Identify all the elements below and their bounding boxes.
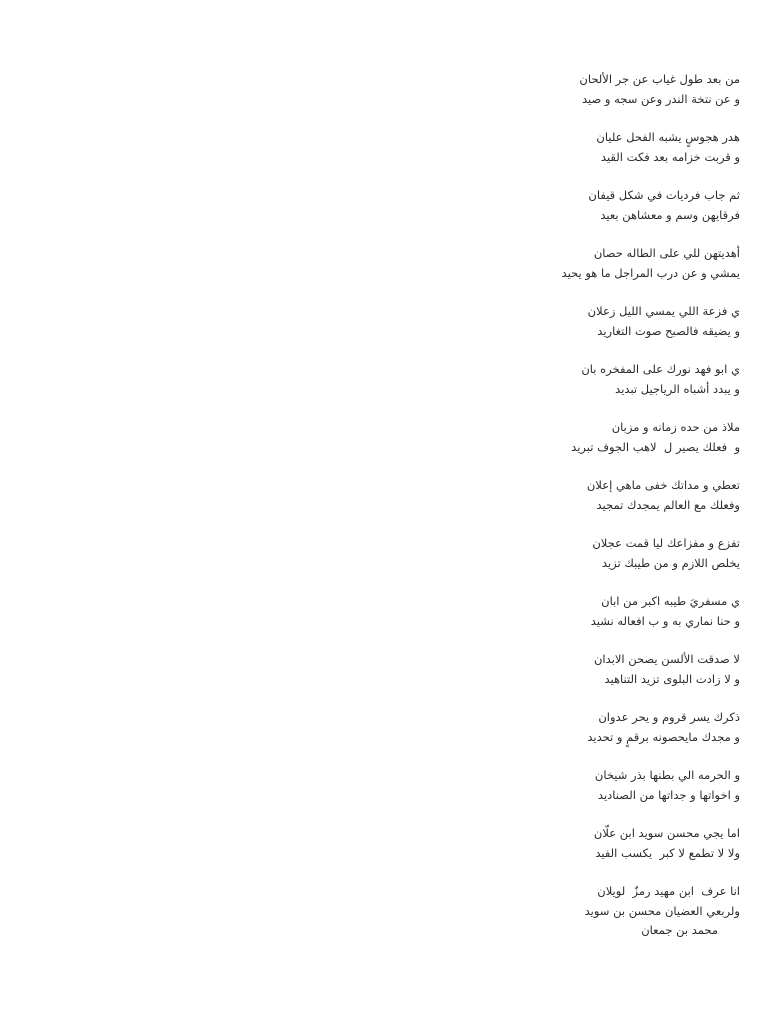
stanza: [140, 708, 740, 747]
verse-line: فرقايهن وسم و معشاهن بعيد: [600, 207, 740, 222]
verse-line: و قربت خزامه بعد فكت القيد: [600, 149, 740, 164]
stanza: [140, 244, 740, 283]
author-signature: محمد بن جمعان: [641, 923, 718, 937]
verse-line: تفزع و مفزاعك ليا قمت عجلان: [592, 536, 740, 550]
stanza: [140, 476, 740, 515]
stanza: [140, 766, 740, 805]
verse-line: ثم جاب فرديات في شكل قيفان: [588, 188, 740, 202]
verse-line: من بعد طول غياب عن جر الألحان: [579, 72, 740, 86]
verse-line: ولا لا تطمع لا كبر يكسب الفيد: [595, 845, 740, 860]
verse-line: و اخواتها و جداتها من الصناديد: [597, 787, 740, 802]
stanza: [140, 650, 740, 689]
verse-line: لا صدقت الألسن يصحن الابدان: [593, 652, 740, 666]
verse-line: يخلص اللازم و من طيبك تزيد: [601, 555, 740, 570]
stanza: [140, 534, 740, 573]
verse-line: ي فزعة اللي يمسي الليل زعلان: [587, 304, 740, 318]
verse-line: و لا زادت البلوى تزيد التناهيد: [604, 671, 740, 686]
verse-line: يمشي و عن درب المراجل ما هو يحيد: [561, 265, 740, 280]
verse-line: و عن نتخة الندر وعن سجه و صيد: [582, 91, 740, 106]
verse-line: و مجدك مايحصونه برقمٍ و تحديد: [587, 729, 740, 744]
verse-line: ي مسفريَ طيبه اكبر من ابان: [601, 594, 740, 608]
verse-line: و يضيقه فالصبح صوت التغاريد: [597, 323, 740, 338]
verse-line: و فعلك يصير ل لاهب الجوف تبريد: [571, 439, 740, 454]
verse-line: و الحرمه الي بطنها بذر شيخان: [594, 768, 740, 782]
stanza: [140, 302, 740, 341]
verse-line: وفعلك مع العالم يمجدك تمجيد: [596, 497, 740, 512]
stanza: [140, 592, 740, 631]
verse-line: أهديتهن للي على الطاله حصان: [593, 246, 740, 260]
verse-line: هدر هجوسٍ يشبه الفحل عليان: [596, 130, 740, 144]
verse-line: ذكرك يسر قروم و يحر عدوان: [598, 710, 740, 724]
verse-line: تعطي و مداتك خفى ماهي إعلان: [586, 478, 740, 492]
verse-line: و حنا نماري به و ب افعاله نشيد: [590, 613, 740, 628]
verse-line: اما يجي محسن سويد ابن علّان: [593, 826, 740, 840]
stanza: [140, 882, 740, 941]
stanza: [140, 418, 740, 457]
verse-line: ولربعي العضيان محسن بن سويد: [584, 903, 740, 918]
verse-line: و يبدد أشباه الرياجيل تبديد: [615, 381, 740, 396]
stanza: [140, 70, 740, 109]
poem-document: [140, 70, 740, 941]
stanza: [140, 186, 740, 225]
verse-line: انا عرف ابن مهيد رمزٌ لويلان: [597, 884, 740, 898]
stanza: [140, 824, 740, 863]
verse-line: ي ابو فهد نورك على المفخره بان: [581, 362, 740, 376]
stanza: [140, 360, 740, 399]
verse-line: ملاذ من حده زمانه و مزبان: [611, 420, 740, 434]
stanza: [140, 128, 740, 167]
